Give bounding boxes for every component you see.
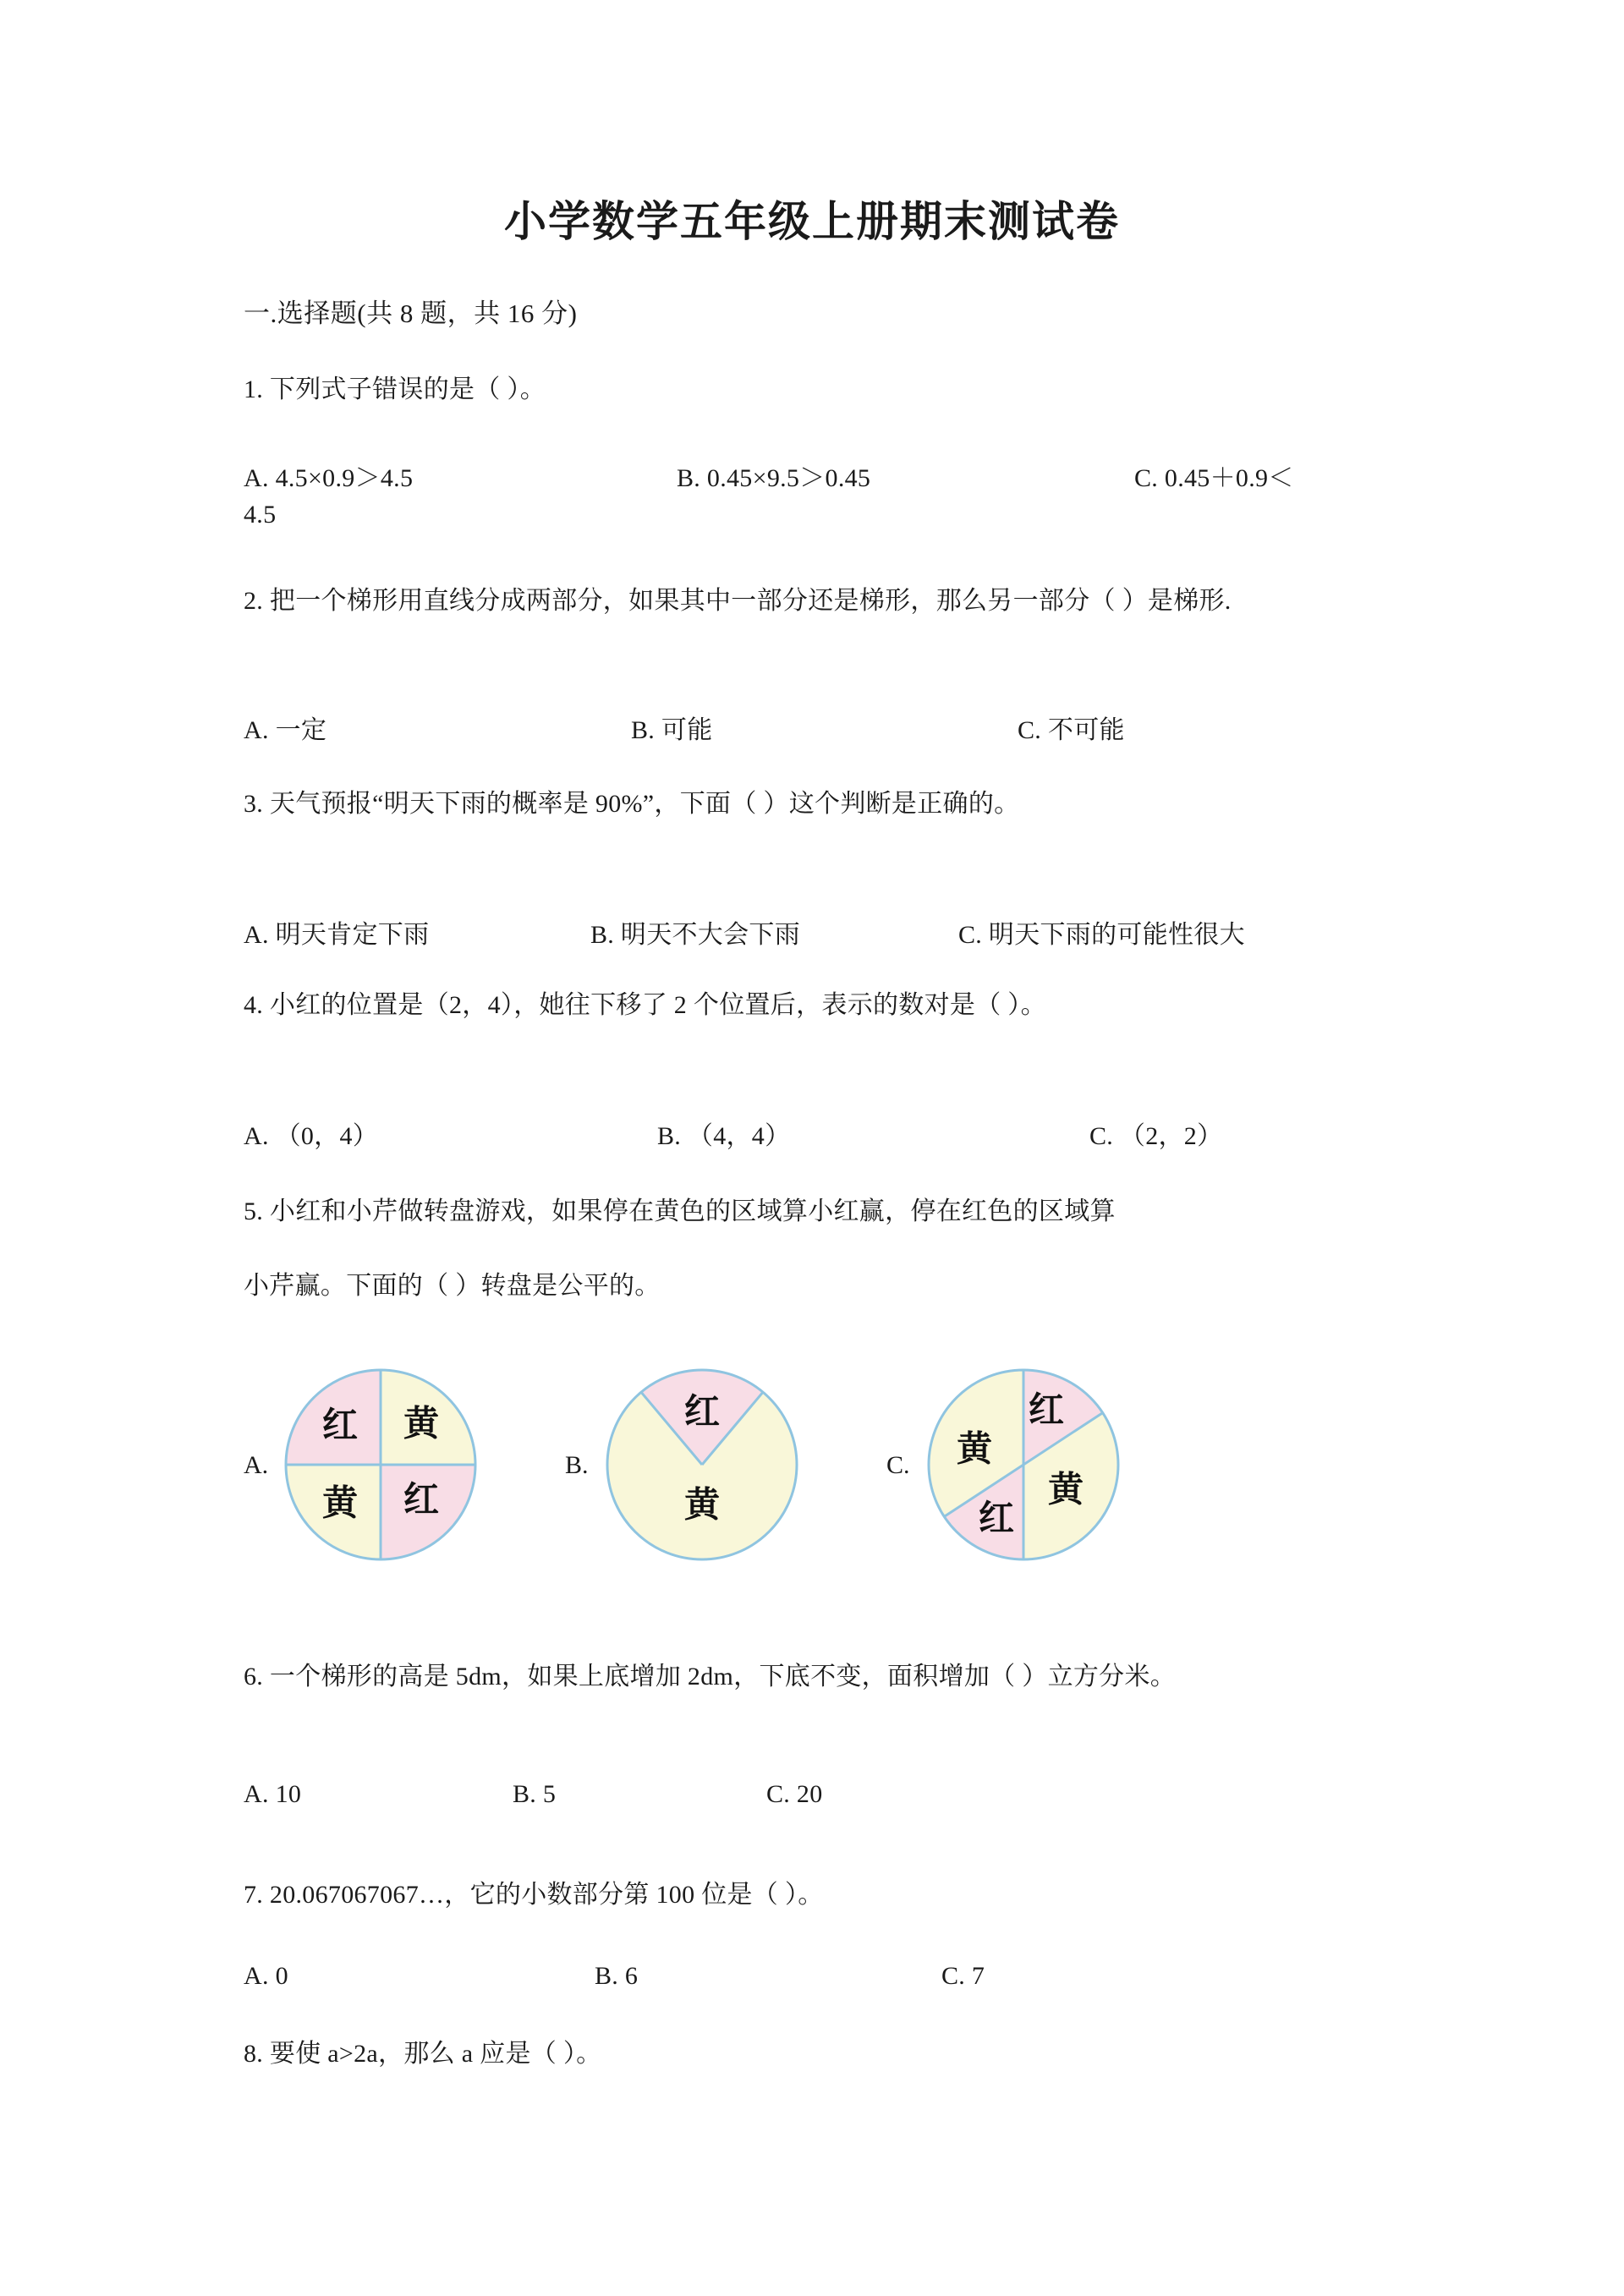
spinner-c-icon xyxy=(925,1360,1122,1563)
option-4-a[interactable]: A. （0，4） xyxy=(244,1122,379,1150)
spinner-b-icon xyxy=(604,1360,800,1563)
spinner-b-seg-remainder-text: 黄 xyxy=(683,1486,721,1526)
spinner-c-seg-top-right-text: 红 xyxy=(1028,1391,1065,1431)
option-6-a[interactable]: A. 10 xyxy=(244,1780,302,1808)
option-3-b[interactable]: B. 明天不大会下雨 xyxy=(590,921,801,949)
question-5-stem-line1: 5. 小红和小芹做转盘游戏，如果停在黄色的区域算小红赢，停在红色的区域算 xyxy=(244,1197,1116,1225)
option-1-c[interactable]: C. 0.45＋0.9＜ xyxy=(1134,464,1294,492)
option-2-a[interactable]: A. 一定 xyxy=(244,716,327,744)
option-2-b[interactable]: B. 可能 xyxy=(631,716,713,744)
question-2-stem: 2. 把一个梯形用直线分成两部分，如果其中一部分还是梯形，那么另一部分（ ）是梯形. xyxy=(244,587,1232,615)
option-4-c[interactable]: C. （2，2） xyxy=(1089,1122,1223,1150)
spinner-c-seg-right-text: 黄 xyxy=(1047,1471,1084,1510)
question-3-stem: 3. 天气预报“明天下雨的概率是 90%”，下面（ ）这个判断是正确的。 xyxy=(244,790,1020,818)
option-3-a[interactable]: A. 明天肯定下雨 xyxy=(244,921,430,949)
spinner-c-label: C. xyxy=(886,1451,910,1479)
option-1-a[interactable]: A. 4.5×0.9＞4.5 xyxy=(244,464,414,492)
option-6-c[interactable]: C. 20 xyxy=(766,1780,823,1808)
spinner-c-seg-left-text: 黄 xyxy=(956,1430,993,1470)
option-2-c[interactable]: C. 不可能 xyxy=(1018,716,1125,744)
question-5-spinner-diagrams xyxy=(244,1360,1428,1597)
question-4-stem: 4. 小红的位置是（2，4），她往下移了 2 个位置后，表示的数对是（ ）。 xyxy=(244,991,1046,1019)
question-7-stem: 7. 20.067067067…，它的小数部分第 100 位是（ ）。 xyxy=(244,1881,824,1909)
option-1-b[interactable]: B. 0.45×9.5＞0.45 xyxy=(677,464,871,492)
option-4-b[interactable]: B. （4，4） xyxy=(657,1122,791,1150)
option-7-c[interactable]: C. 7 xyxy=(941,1962,985,1990)
spinner-a-label: A. xyxy=(244,1451,269,1479)
question-1-options xyxy=(244,457,1428,550)
spinner-a-icon xyxy=(283,1360,479,1563)
spinner-a-seg-bottom-left-text: 黄 xyxy=(321,1484,359,1524)
spinner-a-seg-bottom-right-text: 红 xyxy=(403,1481,440,1521)
option-3-c[interactable]: C. 明天下雨的可能性很大 xyxy=(958,921,1245,949)
spinner-c-seg-bottom-left-text: 红 xyxy=(978,1499,1015,1539)
question-5-stem-line2: 小芹赢。下面的（ ）转盘是公平的。 xyxy=(244,1272,661,1300)
question-8-stem: 8. 要使 a>2a，那么 a 应是（ ）。 xyxy=(244,2040,602,2068)
question-6-stem: 6. 一个梯形的高是 5dm，如果上底增加 2dm，下底不变，面积增加（ ）立方分米。 xyxy=(244,1663,1177,1690)
spinner-b-label: B. xyxy=(565,1451,589,1479)
option-6-b[interactable]: B. 5 xyxy=(513,1780,557,1808)
spinner-a-seg-top-right-text: 黄 xyxy=(403,1405,440,1444)
page-title: 小学数学五年级上册期末测试卷 xyxy=(504,198,1120,245)
option-7-a[interactable]: A. 0 xyxy=(244,1962,288,1990)
option-1-c-overflow: 4.5 xyxy=(244,501,277,529)
option-7-b[interactable]: B. 6 xyxy=(595,1962,639,1990)
section-heading: 一.选择题(共 8 题，共 16 分) xyxy=(244,299,578,328)
spinner-b-seg-wedge-text: 红 xyxy=(683,1393,721,1433)
question-1-stem: 1. 下列式子错误的是（ ）。 xyxy=(244,375,546,403)
spinner-a-seg-top-left-text: 红 xyxy=(321,1406,359,1446)
